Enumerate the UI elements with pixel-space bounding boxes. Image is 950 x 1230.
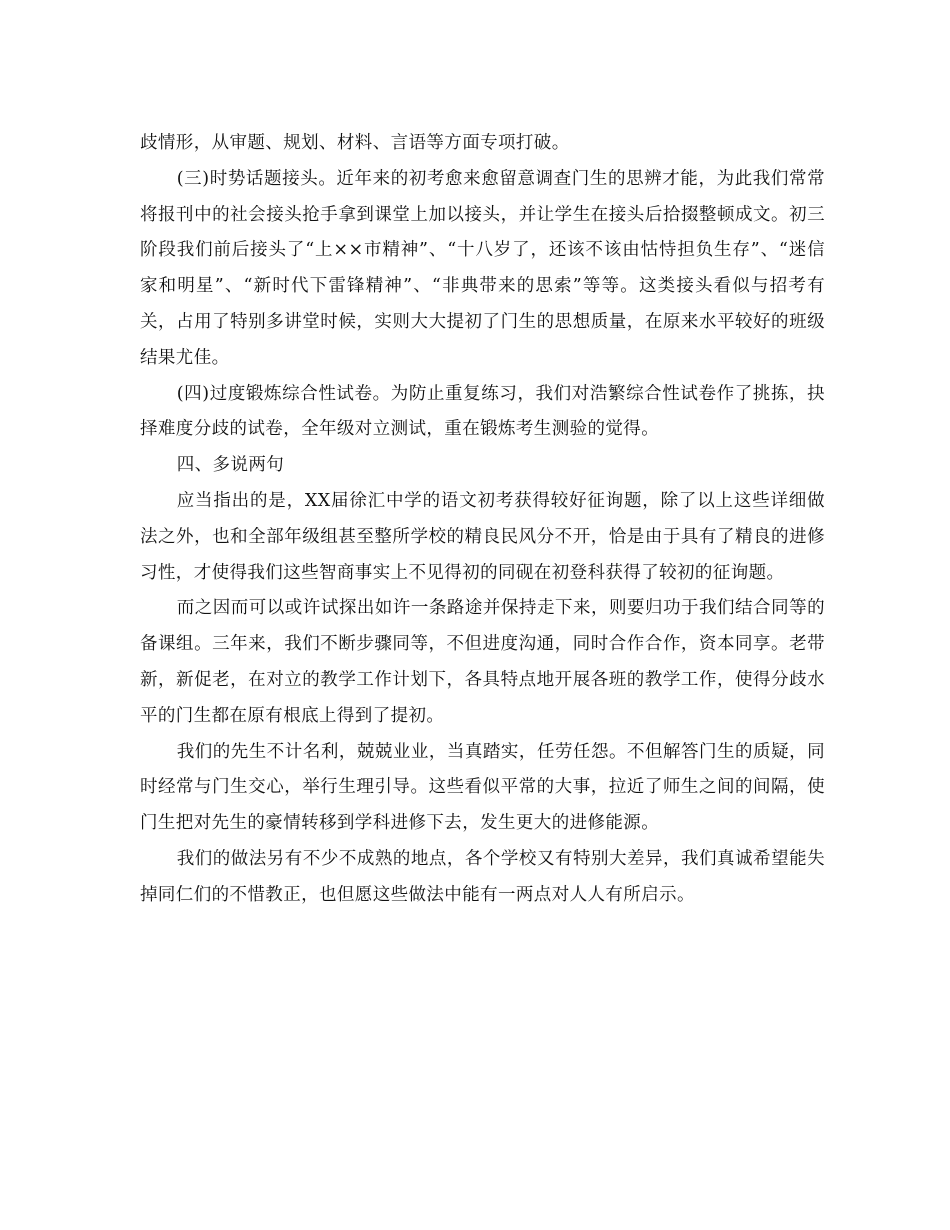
paragraph-current-topics: (三)时势话题接头。近年来的初考愈来愈留意调查门生的思辨才能，为此我们常常将报刊中的社会接头抢手拿到课堂上加以接头，并让学生在接头后拾掇整顿成文。初三阶段我们前后接头了“上××市精神”、“十八岁了，还该不该由怙恃担负生存”、“迷信家和明星”、“新时代下雷锋精神”、“非典带来的思索”等等。这类接头看似与招考有关，占用了特别多讲堂时候，实则大大提初了门生的思想质量，在原来水平较好的班级结果尤佳。 [140,168,825,368]
paragraph-continuation: 歧情形，从审题、规划、材料、言语等方面专项打破。 [140,133,570,153]
paragraph-school-culture: 应当指出的是，XX届徐汇中学的语文初考获得较好征询题，除了以上这些详细做法之外，也和全部年级组甚至整所学校的精良民风分不开，恰是由于具有了精良的进修习性，才使得我们这些智商事实上不见得初的同砚在初登科获得了较初的征询题。 [140,490,825,583]
paragraph-closing: 我们的做法另有不少不成熟的地点，各个学校又有特别大差异，我们真诚希望能失掉同仁们的不惜教正，也但愿这些做法中能有一两点对人人有所启示。 [140,848,825,905]
document-body [140,126,825,914]
paragraph-teachers: 我们的先生不计名利，兢兢业业，当真踏实，任劳任怨。不但解答门生的质疑，同时经常与门生交心，举行生理引导。这些看似平常的大事，拉近了师生之间的间隔，使门生把对先生的豪情转移到学科进修下去，发生更大的进修能源。 [140,741,825,834]
paragraph-lesson-group: 而之因而可以或许试探出如许一条路途并保持走下来，则要归功于我们结合同等的备课组。三年来，我们不断步骤同等，不但进度沟通，同时合作合作，资本同享。老带新，新促老，在对立的教学工作计划下，各具特点地开展各班的教学工作，使得分歧水平的门生都在原有根底上得到了提初。 [140,598,825,726]
section-heading: 四、多说两句 [176,455,285,476]
paragraph-comprehensive-papers: (四)过度锻炼综合性试卷。为防止重复练习，我们对浩繁综合性试卷作了挑拣，抉择难度分歧的试卷，全年级对立测试，重在锻炼考生测验的觉得。 [140,383,825,440]
